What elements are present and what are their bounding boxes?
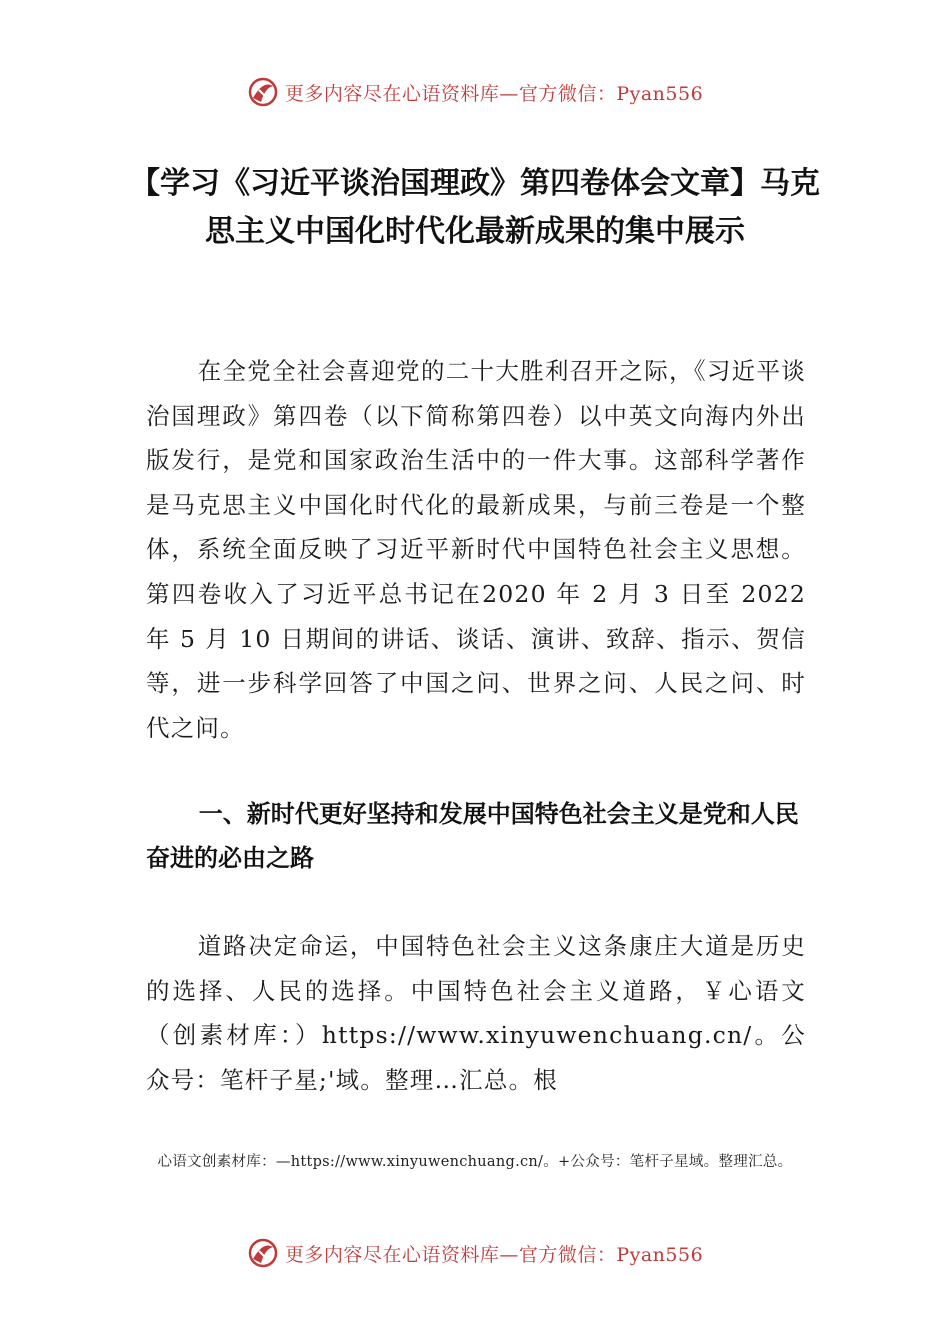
page-footnote: 心语文创素材库：—https://www.xinyuwenchuang.cn/。+公众号：笔杆子星域。整理汇总。 [157, 1154, 793, 1170]
footer-banner [0, 1233, 950, 1273]
body-paragraph-1: 在全党全社会喜迎党的二十大胜利召开之际，《习近平谈治国理政》第四卷（以下简称第四卷）以中英文向海内外出版发行，是党和国家政治生活中的一件大事。这部科学著作是马克思主义中国化时代化的最新成果，与前三卷是一个整体，系统全面反映了习近平新时代中国特色社会主义思想。第四卷收入了习近平总书记在2020 年 2 月 3 日至 2022 年 5 月 10 日期间的讲话、谈话、演讲、致辞、指示、贺信等，进一步科学回答了中国之问、世界之问、人民之问、时代之问。 [146, 357, 806, 742]
banner-text: 更多内容尽在心语资料库—官方微信：Pyan556 [284, 1243, 704, 1266]
section-heading-1: 一、新时代更好坚持和发展中国特色社会主义是党和人民奋进的必由之路 [146, 800, 799, 872]
ribbon-logo-icon [247, 1237, 279, 1269]
banner-text: 更多内容尽在心语资料库—官方微信：Pyan556 [284, 82, 704, 105]
body-paragraph-2: 道路决定命运，中国特色社会主义这条康庄大道是历史的选择、人民的选择。中国特色社会主义道路，￥心语文（创素材库：）https://www.xinyuwenchuang.cn/。公众号：笔杆子星;'域。整理…汇总。根 [146, 932, 806, 1094]
header-banner [0, 72, 950, 112]
document-title: 【学习《习近平谈治国理政》第四卷体会文章】马克思主义中国化时代化最新成果的集中展示 [130, 166, 820, 249]
ribbon-logo-icon [247, 76, 279, 108]
